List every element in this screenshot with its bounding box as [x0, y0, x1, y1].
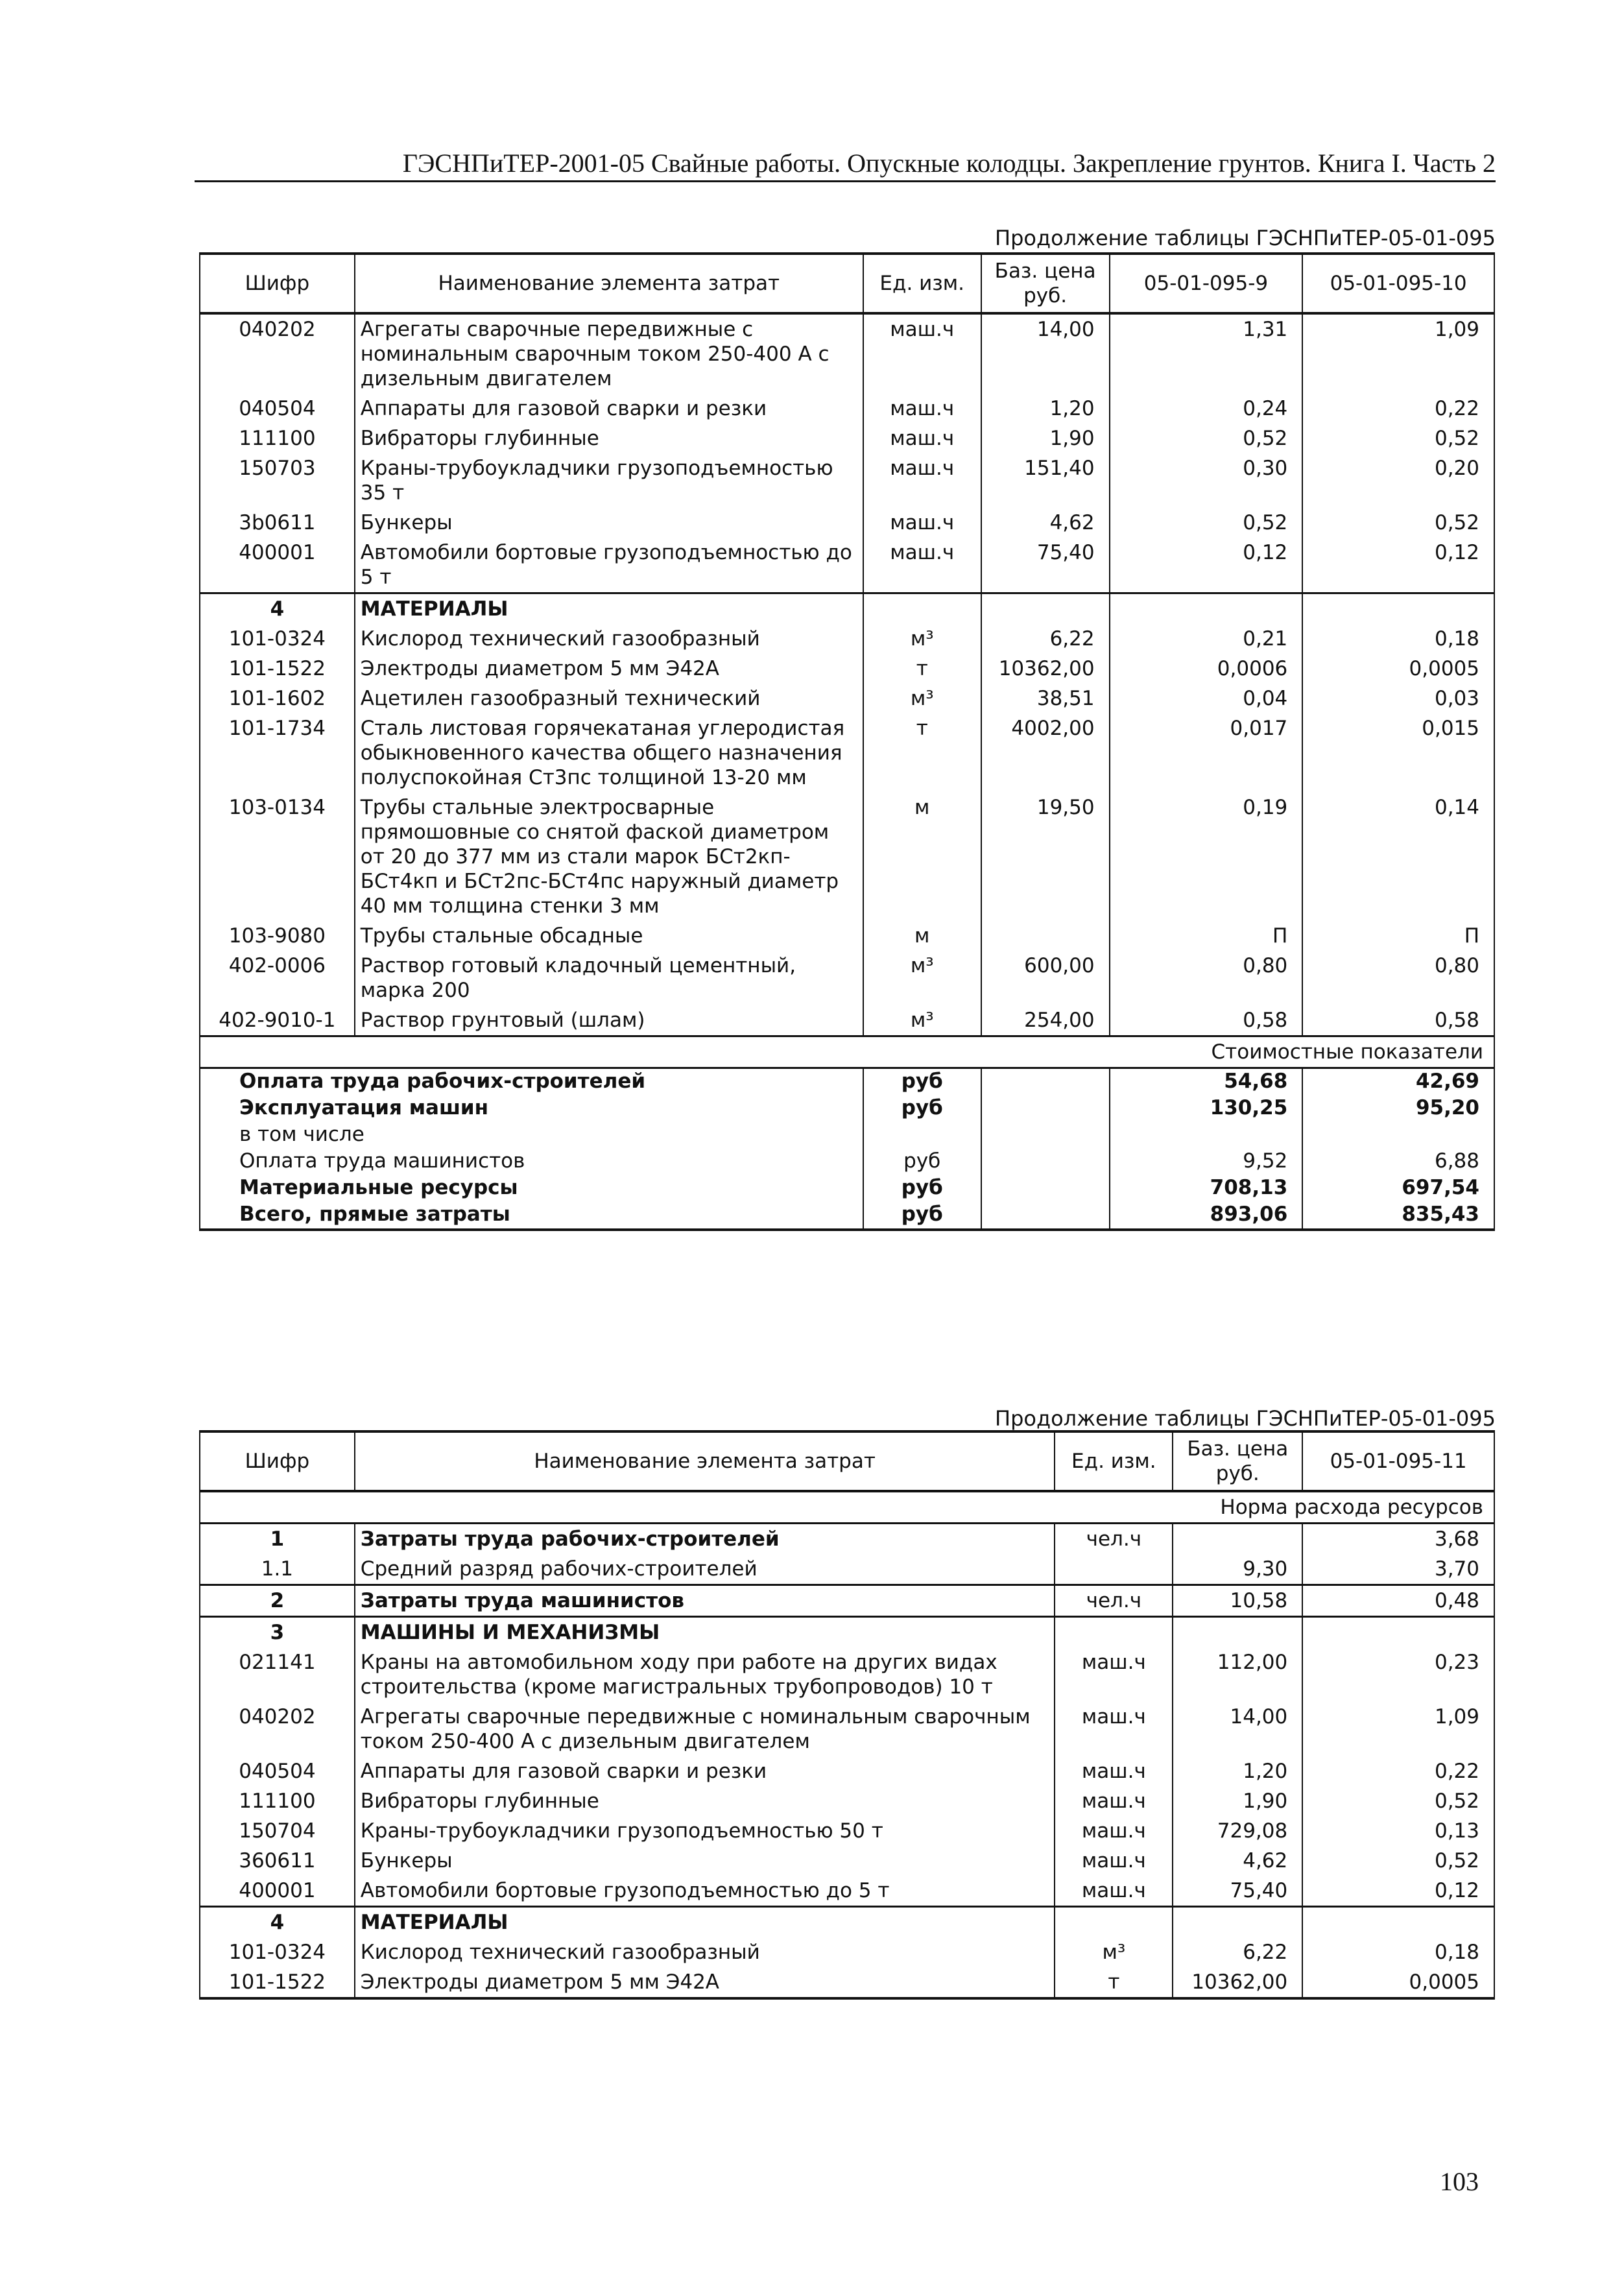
cell-name: Агрегаты сварочные передвижные с номинальным сварочным током 250-400 А с дизельным двигателем — [355, 1702, 1055, 1756]
cell-value: 0,18 — [1302, 1937, 1494, 1967]
cell-value: 0,20 — [1302, 453, 1494, 508]
cost-empty — [981, 1068, 1110, 1096]
table-row — [200, 424, 1494, 453]
cell-value: 0,52 — [1302, 508, 1494, 538]
table-row — [200, 1524, 1494, 1555]
table-row — [200, 684, 1494, 713]
cell-name: Раствор готовый кладочный цементный, марка 200 — [355, 951, 863, 1005]
cell-value: 0,52 — [1110, 424, 1303, 453]
cell-price: 1,90 — [981, 424, 1110, 453]
cell-value: 0,12 — [1302, 1876, 1494, 1907]
cell-unit: маш.ч — [1055, 1756, 1173, 1786]
cell-unit — [863, 593, 981, 625]
cell-code: 3b0611 — [200, 508, 355, 538]
cell-value: 0,015 — [1302, 713, 1494, 793]
cell-price: 1,20 — [1173, 1756, 1302, 1786]
cost-unit: руб — [863, 1202, 981, 1230]
cell-value: П — [1110, 921, 1303, 951]
cost-name: Оплата труда машинистов — [200, 1149, 863, 1175]
cell-price: 6,22 — [981, 624, 1110, 654]
cell-code: 360611 — [200, 1846, 355, 1876]
table2-caption: Продолжение таблицы ГЭСНПиТЕР-05-01-095 — [995, 1406, 1496, 1431]
cell-name: Автомобили бортовые грузоподъемностью до 5 т — [355, 538, 863, 593]
column-header: Наименование элемента затрат — [355, 1431, 1055, 1491]
cell-code: 4 — [200, 1907, 355, 1938]
table-row — [200, 593, 1494, 625]
cell-unit: т — [863, 713, 981, 793]
table-row — [200, 1876, 1494, 1907]
cost-unit: руб — [863, 1149, 981, 1175]
table-row — [200, 1005, 1494, 1036]
cell-unit: чел.ч — [1055, 1524, 1173, 1555]
cell-unit: маш.ч — [1055, 1647, 1173, 1702]
table-row — [200, 1647, 1494, 1702]
cell-value: 0,22 — [1302, 1756, 1494, 1786]
column-header: Баз. цена руб. — [1173, 1431, 1302, 1491]
cell-unit: маш.ч — [1055, 1702, 1173, 1756]
cost-row — [200, 1068, 1494, 1096]
column-header: 05-01-095-11 — [1302, 1431, 1494, 1491]
cell-name: Бункеры — [355, 1846, 1055, 1876]
cell-price: 10,58 — [1173, 1585, 1302, 1617]
cell-code: 400001 — [200, 538, 355, 593]
table-row — [200, 538, 1494, 593]
table-row — [200, 1907, 1494, 1938]
table-row — [200, 1816, 1494, 1846]
cell-name: Электроды диаметром 5 мм Э42А — [355, 654, 863, 684]
cell-name: Ацетилен газообразный технический — [355, 684, 863, 713]
cost-unit: руб — [863, 1068, 981, 1096]
cell-value: 0,13 — [1302, 1816, 1494, 1846]
cell-value — [1110, 593, 1303, 625]
cost-empty — [981, 1095, 1110, 1122]
cost-row — [200, 1202, 1494, 1230]
cost-empty — [981, 1175, 1110, 1202]
cell-unit — [1055, 1617, 1173, 1648]
cell-price: 75,40 — [1173, 1876, 1302, 1907]
cell-code: 101-1602 — [200, 684, 355, 713]
resource-table-1 — [199, 252, 1495, 1231]
cost-row — [200, 1122, 1494, 1149]
cell-value: 0,52 — [1302, 424, 1494, 453]
cell-code: 1.1 — [200, 1554, 355, 1585]
table-row — [200, 1702, 1494, 1756]
cell-value: 0,22 — [1302, 394, 1494, 424]
cell-name: Электроды диаметром 5 мм Э42А — [355, 1967, 1055, 1998]
cell-name: МАШИНЫ И МЕХАНИЗМЫ — [355, 1617, 1055, 1648]
cell-code: 101-0324 — [200, 624, 355, 654]
cost-name: Всего, прямые затраты — [200, 1202, 863, 1230]
cell-code: 040504 — [200, 394, 355, 424]
cell-unit: м³ — [863, 684, 981, 713]
table-row — [200, 313, 1494, 394]
cell-unit: маш.ч — [863, 313, 981, 394]
cell-name: Затраты труда рабочих-строителей — [355, 1524, 1055, 1555]
cell-name: Вибраторы глубинные — [355, 1786, 1055, 1816]
cell-unit: маш.ч — [863, 453, 981, 508]
cell-name: Раствор грунтовый (шлам) — [355, 1005, 863, 1036]
cell-value — [1302, 593, 1494, 625]
norm-row — [200, 1491, 1494, 1524]
cell-value: 0,14 — [1302, 793, 1494, 921]
cell-price — [1173, 1907, 1302, 1938]
cost-value — [1110, 1122, 1303, 1149]
cell-unit: маш.ч — [1055, 1846, 1173, 1876]
header-rule — [195, 180, 1496, 182]
table-row — [200, 508, 1494, 538]
table-row — [200, 394, 1494, 424]
cell-name: Кислород технический газообразный — [355, 1937, 1055, 1967]
cell-name: МАТЕРИАЛЫ — [355, 1907, 1055, 1938]
cell-code: 402-0006 — [200, 951, 355, 1005]
cell-value: 0,0005 — [1302, 1967, 1494, 1998]
cell-value: 1,09 — [1302, 1702, 1494, 1756]
table-row — [200, 793, 1494, 921]
table-row — [200, 951, 1494, 1005]
cell-value: 0,12 — [1110, 538, 1303, 593]
cell-value: 0,52 — [1302, 1846, 1494, 1876]
column-header: Баз. цена руб. — [981, 254, 1110, 313]
column-header: Ед. изм. — [863, 254, 981, 313]
cell-value: 0,23 — [1302, 1647, 1494, 1702]
cell-price: 9,30 — [1173, 1554, 1302, 1585]
cell-name: Аппараты для газовой сварки и резки — [355, 1756, 1055, 1786]
cell-value: 0,80 — [1302, 951, 1494, 1005]
cell-name: Аппараты для газовой сварки и резки — [355, 394, 863, 424]
cell-value: 0,58 — [1110, 1005, 1303, 1036]
running-header: ГЭСНПиТЕР-2001-05 Свайные работы. Опускные колодцы. Закрепление грунтов. Книга I. Часть 2 — [402, 149, 1496, 178]
table-row — [200, 1617, 1494, 1648]
cell-unit: маш.ч — [1055, 1876, 1173, 1907]
cell-name: Автомобили бортовые грузоподъемностью до 5 т — [355, 1876, 1055, 1907]
cell-value: 0,58 — [1302, 1005, 1494, 1036]
cell-unit: м³ — [863, 951, 981, 1005]
cost-value — [1302, 1122, 1494, 1149]
cell-value: 0,48 — [1302, 1585, 1494, 1617]
cell-code: 040202 — [200, 313, 355, 394]
column-header: Шифр — [200, 1431, 355, 1491]
cell-code: 040202 — [200, 1702, 355, 1756]
cell-name: Бункеры — [355, 508, 863, 538]
cell-code: 402-9010-1 — [200, 1005, 355, 1036]
cell-price: 729,08 — [1173, 1816, 1302, 1846]
cost-empty — [981, 1122, 1110, 1149]
cell-unit: маш.ч — [863, 538, 981, 593]
cell-value: 0,04 — [1110, 684, 1303, 713]
cell-price: 151,40 — [981, 453, 1110, 508]
cell-code: 2 — [200, 1585, 355, 1617]
column-header: Ед. изм. — [1055, 1431, 1173, 1491]
cell-unit: маш.ч — [1055, 1786, 1173, 1816]
cell-value: 0,30 — [1110, 453, 1303, 508]
table-row — [200, 1554, 1494, 1585]
cell-price: 254,00 — [981, 1005, 1110, 1036]
cell-unit: т — [863, 654, 981, 684]
cell-value — [1302, 1617, 1494, 1648]
cost-value: 54,68 — [1110, 1068, 1303, 1096]
cell-unit: м³ — [863, 1005, 981, 1036]
table-row — [200, 1846, 1494, 1876]
cost-value: 697,54 — [1302, 1175, 1494, 1202]
cell-value: 0,0006 — [1110, 654, 1303, 684]
cell-price: 10362,00 — [1173, 1967, 1302, 1998]
cell-price — [1173, 1524, 1302, 1555]
cell-value: 0,80 — [1110, 951, 1303, 1005]
cell-value: 0,017 — [1110, 713, 1303, 793]
cost-value: 130,25 — [1110, 1095, 1303, 1122]
page-number: 103 — [1440, 2167, 1479, 2196]
cell-price: 4,62 — [981, 508, 1110, 538]
cost-value: 9,52 — [1110, 1149, 1303, 1175]
cell-value: 0,21 — [1110, 624, 1303, 654]
table-row — [200, 1967, 1494, 1998]
cell-price: 14,00 — [981, 313, 1110, 394]
cost-empty — [981, 1149, 1110, 1175]
cell-unit — [1055, 1554, 1173, 1585]
column-header: 05-01-095-9 — [1110, 254, 1303, 313]
cell-price: 600,00 — [981, 951, 1110, 1005]
cell-value: 1,09 — [1302, 313, 1494, 394]
cell-unit: м³ — [1055, 1937, 1173, 1967]
cell-value: 0,19 — [1110, 793, 1303, 921]
cost-row — [200, 1095, 1494, 1122]
cost-name: в том числе — [200, 1122, 863, 1149]
cell-name: Краны-трубоукладчики грузоподъемностью 50 т — [355, 1816, 1055, 1846]
cell-code: 3 — [200, 1617, 355, 1648]
cell-code: 150703 — [200, 453, 355, 508]
cost-row — [200, 1175, 1494, 1202]
cell-unit: чел.ч — [1055, 1585, 1173, 1617]
cell-price: 4,62 — [1173, 1846, 1302, 1876]
cell-value — [1302, 1907, 1494, 1938]
cost-value: 835,43 — [1302, 1202, 1494, 1230]
cell-value: 0,52 — [1302, 1786, 1494, 1816]
cost-name: Эксплуатация машин — [200, 1095, 863, 1122]
cell-code: 101-0324 — [200, 1937, 355, 1967]
cell-unit: маш.ч — [863, 424, 981, 453]
cell-name: Краны-трубоукладчики грузоподъемностью 35 т — [355, 453, 863, 508]
cell-name: Средний разряд рабочих-строителей — [355, 1554, 1055, 1585]
table-row — [200, 921, 1494, 951]
cell-unit: м — [863, 921, 981, 951]
cell-value: 1,31 — [1110, 313, 1303, 394]
cell-unit: т — [1055, 1967, 1173, 1998]
cell-name: Сталь листовая горячекатаная углеродистая обыкновенного качества общего назначения полуспокойная Ст3пс толщиной 13-20 мм — [355, 713, 863, 793]
cell-price: 112,00 — [1173, 1647, 1302, 1702]
cost-value: 708,13 — [1110, 1175, 1303, 1202]
table-row — [200, 654, 1494, 684]
table-row — [200, 713, 1494, 793]
cell-unit: маш.ч — [863, 508, 981, 538]
cell-price: 10362,00 — [981, 654, 1110, 684]
cost-value: 95,20 — [1302, 1095, 1494, 1122]
cost-row — [200, 1149, 1494, 1175]
cell-value: 0,52 — [1110, 508, 1303, 538]
resource-table-2 — [199, 1430, 1495, 2000]
cell-price: 4002,00 — [981, 713, 1110, 793]
cell-unit: м³ — [863, 624, 981, 654]
cell-price: 75,40 — [981, 538, 1110, 593]
cost-value: 893,06 — [1110, 1202, 1303, 1230]
cell-value: 0,24 — [1110, 394, 1303, 424]
column-header: Наименование элемента затрат — [355, 254, 863, 313]
cell-price — [1173, 1617, 1302, 1648]
cell-name: Кислород технический газообразный — [355, 624, 863, 654]
cost-value: 42,69 — [1302, 1068, 1494, 1096]
cell-unit: маш.ч — [863, 394, 981, 424]
cell-price: 1,20 — [981, 394, 1110, 424]
cell-value: 0,18 — [1302, 624, 1494, 654]
column-header: Шифр — [200, 254, 355, 313]
cost-name: Материальные ресурсы — [200, 1175, 863, 1202]
cell-name: Затраты труда машинистов — [355, 1585, 1055, 1617]
cell-code: 103-0134 — [200, 793, 355, 921]
cell-code: 021141 — [200, 1647, 355, 1702]
cell-name: Вибраторы глубинные — [355, 424, 863, 453]
cell-price: 14,00 — [1173, 1702, 1302, 1756]
cell-code: 103-9080 — [200, 921, 355, 951]
cost-value: 6,88 — [1302, 1149, 1494, 1175]
cell-value: 3,70 — [1302, 1554, 1494, 1585]
cell-price — [981, 593, 1110, 625]
cost-unit — [863, 1122, 981, 1149]
cost-unit: руб — [863, 1175, 981, 1202]
cell-name: Краны на автомобильном ходу при работе на других видах строительства (кроме магистральных трубопроводов) 10 т — [355, 1647, 1055, 1702]
cost-label: Стоимостные показатели — [200, 1036, 1494, 1068]
cell-code: 101-1522 — [200, 1967, 355, 1998]
cell-value: 0,12 — [1302, 538, 1494, 593]
table-row — [200, 1585, 1494, 1617]
cell-name: Трубы стальные электросварные прямошовные со снятой фаской диаметром от 20 до 377 мм из стали марок БСт2кп-БСт4кп и БСт2пс-БСт4пс наружный диаметр 40 мм толщина стенки 3 мм — [355, 793, 863, 921]
cell-code: 4 — [200, 593, 355, 625]
cell-code: 101-1522 — [200, 654, 355, 684]
cell-code: 101-1734 — [200, 713, 355, 793]
table-row — [200, 453, 1494, 508]
cell-code: 040504 — [200, 1756, 355, 1786]
cost-unit: руб — [863, 1095, 981, 1122]
cost-name: Оплата труда рабочих-строителей — [200, 1068, 863, 1096]
cell-price: 1,90 — [1173, 1786, 1302, 1816]
cell-code: 111100 — [200, 1786, 355, 1816]
cell-value: П — [1302, 921, 1494, 951]
cell-code: 400001 — [200, 1876, 355, 1907]
cell-value: 0,03 — [1302, 684, 1494, 713]
cell-price: 38,51 — [981, 684, 1110, 713]
cell-name: МАТЕРИАЛЫ — [355, 593, 863, 625]
column-header: 05-01-095-10 — [1302, 254, 1494, 313]
cell-price: 19,50 — [981, 793, 1110, 921]
cell-unit: маш.ч — [1055, 1816, 1173, 1846]
cell-price: 6,22 — [1173, 1937, 1302, 1967]
cell-code: 1 — [200, 1524, 355, 1555]
cell-price — [981, 921, 1110, 951]
cell-unit: м — [863, 793, 981, 921]
cell-name: Трубы стальные обсадные — [355, 921, 863, 951]
table1-caption: Продолжение таблицы ГЭСНПиТЕР-05-01-095 — [995, 226, 1496, 250]
cell-code: 150704 — [200, 1816, 355, 1846]
cell-value: 0,0005 — [1302, 654, 1494, 684]
norm-label: Норма расхода ресурсов — [200, 1491, 1494, 1524]
cell-name: Агрегаты сварочные передвижные с номинальным сварочным током 250-400 А с дизельным двигателем — [355, 313, 863, 394]
table-row — [200, 1937, 1494, 1967]
table-row — [200, 1756, 1494, 1786]
table-row — [200, 624, 1494, 654]
table-row — [200, 1786, 1494, 1816]
cell-unit — [1055, 1907, 1173, 1938]
cost-empty — [981, 1202, 1110, 1230]
cost-header-row — [200, 1036, 1494, 1068]
cell-code: 111100 — [200, 424, 355, 453]
cell-value: 3,68 — [1302, 1524, 1494, 1555]
